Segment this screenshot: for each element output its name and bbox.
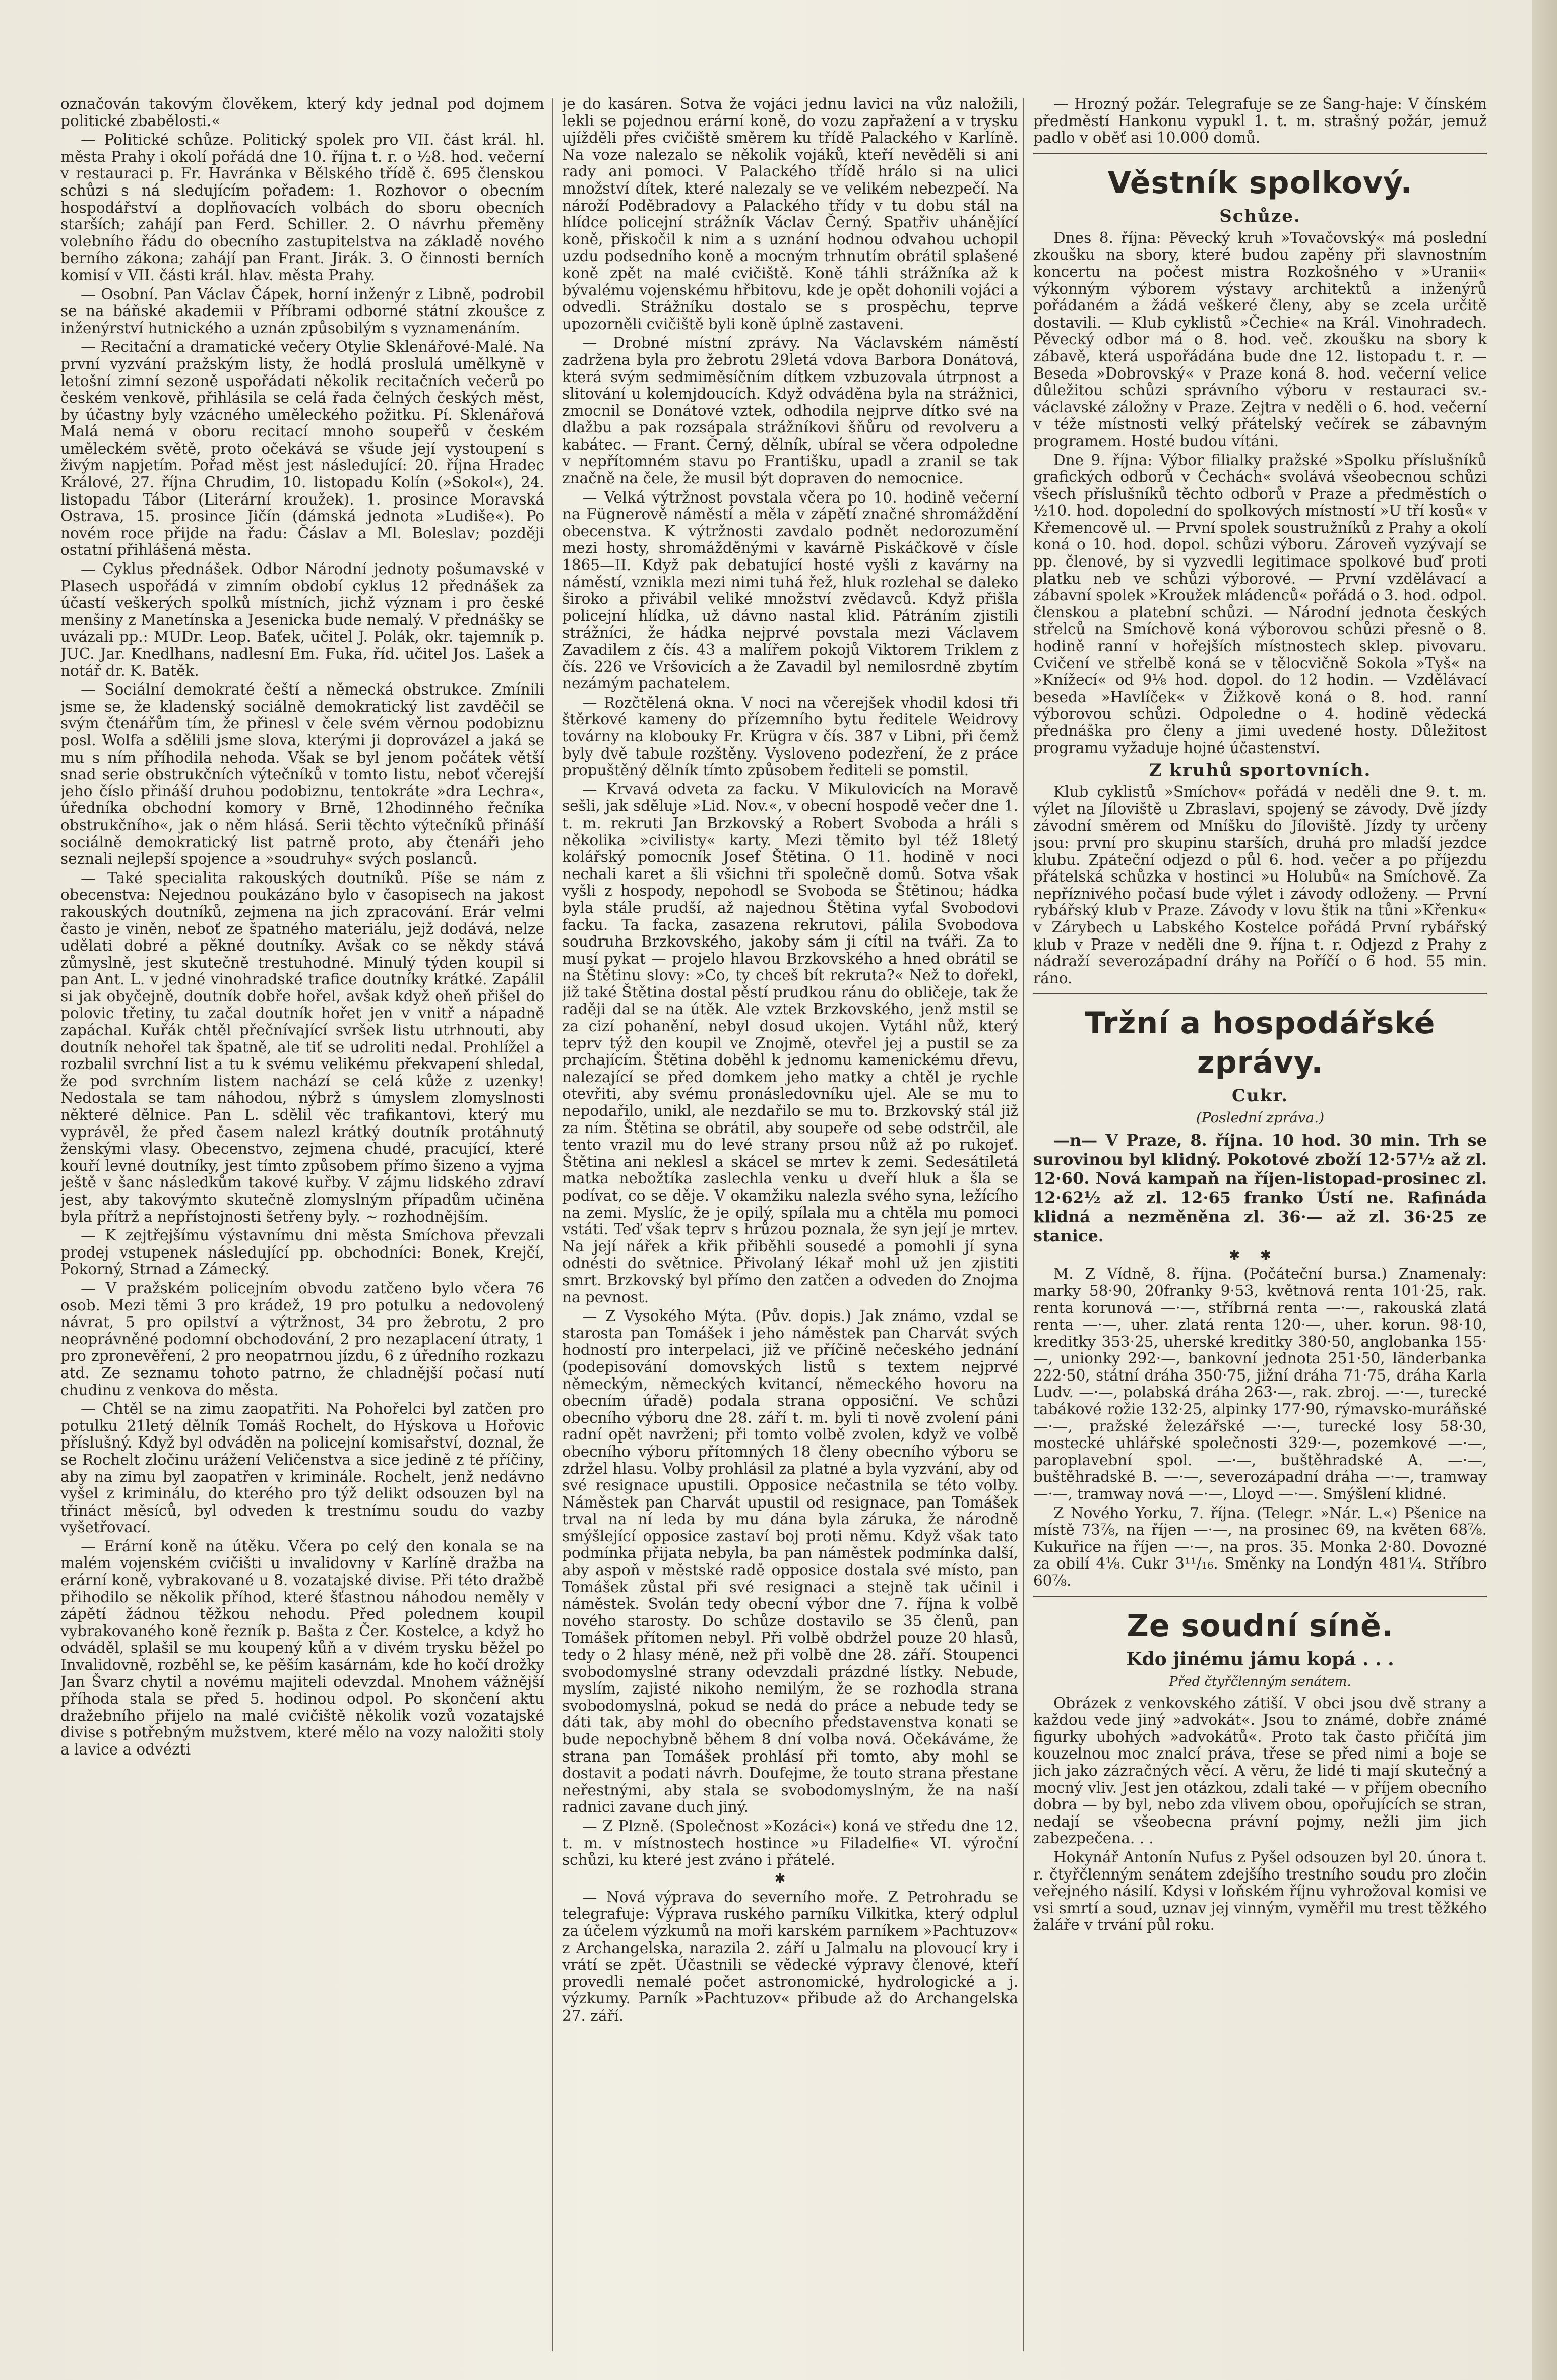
c1-paragraph-3: — Recitační a dramatické večery Otylie Sklenářové-Malé. Na první vyzvání pražským listy, že hodlá proslulá umělkyně v letošní zimní sezoně uspořádati několik recitačních večerů po českém venkově, přihlásila se celá řada čelných českých měst, by účastny byly vzácného uměleckého požitku. Pí. Sklenářová Malá nemá v oboru recitací mnoho soupeřů v českém uměleckém světě, proto očekává se všude její vystoupení s živým napjetím. Pořad měst jest následující: 20. října Hradec Králové, 27. října Chrudim, 10. listopadu Kolín (»Sokol«), 24. listopadu Tábor (Literární kroužek). 1. prosince Moravská Ostrava, 15. prosince Jičín (dámská jednota »Ludiše«). Po novém roce přijde na řadu: Čáslav a Ml. Boleslav; později ostatní přihlášená města.	[60, 338, 544, 559]
vestnik-paragraph-2: Dne 9. října: Výbor filialky pražské »Spolku příslušníků grafických odborů v Čechách« svolává všeobecnou schůzi všech příslušníků těchto odborů v Praze a předměstích o ½10. hod. dopolední do spolkových místností »U tří kosů« v Křemencově ul. — První spolek soustružníků z Prahy a okolí koná o 10. hod. dopol. schůzi výboru. Zároveň vyzývají se pp. členové, by si vyzvedli legitimace spolkové buď proti platku neb ve schůzi výborové. — První vzdělávací a zábavní spolek »Kroužek mládenců« pořádá o 3. hod. odpol. členskou a platební schůzi. — Národní jednota českých střelců na Smíchově koná výborovou schůzi přesně o 8. hodině ranní v hořejších místnostech sklep. pivovaru. Cvičení ve střelbě koná se v tělocvičně Sokola »Tyš« na »Knížecí« od 9⅛ hod. dopol. do 12 hodin. — Vzdělávací beseda »Havlíček« v Žižkově koná o 8. hod. ranní výborovou schůzi. Odpoledne o 4. hodině vědecká přednáška pro členy a jimi uvedené hosty. Důležitost programu vyžaduje hojné účastenství.	[1033, 451, 1487, 757]
section-rule	[1033, 153, 1487, 154]
soud-heading: Ze soudní síně.	[1127, 1608, 1394, 1644]
vestnik-paragraph-1: Dnes 8. října: Pěvecký kruh »Tovačovský« má poslední zkoušku na sbory, které budou zapěny při slavnostním koncertu na počest mistra Rozkošného v »Uranii« výkonným výborem výstavy architektů a inženýrů pořádaném a žádá veškeré členy, aby se zcela určitě dostavili. — Klub cyklistů »Čechie« na Král. Vinohradech. Pěvecký odbor má o 8. hod. več. zkoušku na sbory k zábavě, která uspořádána bude dne 12. listopadu t. r. — Beseda »Dobrovský« v Praze koná 8. hod. večerní velice důležitou schůzi správního výboru v restauraci sv.-václavské záložny v Praze. Zejtra v neděli o 6. hod. večerní v téže místnosti velký přátelský večírek se zábavným programem. Hosté budou vítáni.	[1033, 229, 1487, 450]
section-stars-divider: ✱	[774, 1871, 806, 1887]
newyork-report: Z Nového Yorku, 7. října. (Telegr. »Nár. L.«) Pšenice na místě 73⅞, na říjen —·—, na prosinec 69, na květen 68⅞. Kukuřice na říjen —·—, na pros. 35. Monka 2·80. Dovozné za obilí 4⅛. Cukr 3¹¹/₁₆. Směnky na Londýn 481¼. Stříbro 60⅞.	[1033, 1504, 1487, 1589]
c2-paragraph-2: — Velká výtržnost povstala včera po 10. hodině večerní na Fügnerově náměstí a měla v zápětí značné shromáždění obecenstva. K výtržnosti zavdalo podnět nedorozumění mezi hosty, shromážděnými v kavárně Piskáčkově v čísle 1865—II. Když pak debatující hosté vyšli z kavárny na náměstí, vznikla mezi nimi tuhá řež, hluk rozlehal se daleko široko a přivábil veliké množství zvědavců. Když přišla policejní hlídka, už dávno nastal klid. Pátráním zjistili strážníci, že hádka nejprvé povstala mezi Václavem Zavadilem z čís. 43 a malířem pokojů Viktorem Triklem z čís. 226 ve Vršovicích a že Zavadil byl nemilosrdně zbytím nezámým pachatelem.	[562, 488, 1018, 693]
viden-report: M. Z Vídně, 8. října. (Počáteční bursa.) Znamenaly: marky 58·90, 20franky 9·53, květnová renta 101·25, rak. renta korunová —·—, stříbrná renta —·—, rakouská zlatá renta —·—, uher. zlatá renta 120·—, uher. korun. 98·10, kreditky 353·25, uherské kreditky 380·50, anglobanka 155·—, unionky 292·—, bankovní jednota 251·50, länderbanka 222·50, státní dráha 350·75, jižní dráha 71·75, dráha Karla Ludv. —·—, polabská dráha 263·—, rak. zbroj. —·—, turecké tabákové rožie 132·25, alpinky 177·90, rýmavsko-muráňské —·—, pražské železářské —·—, turecké losy 58·30, mostecké uhlářské společnosti 329·—, pozemkové —·—, paroplavební spol. —·—, buštěhradské A. —·—, buštěhradské B. —·—, severozápadní dráha —·—, tramway —·—, tramway nová —·—, Lloyd —·—. Smýšlení klidné.	[1033, 1265, 1487, 1503]
column-2	[562, 96, 1018, 2354]
column-rule-1	[552, 98, 553, 2351]
c2-paragraph-3: — Rozčtělená okna. V noci na včerejšek vhodil kdosi tři štěrkové kameny do přízemního bytu ředitele Weidrovy továrny na klobouky Fr. Krügra v čís. 387 v Libni, při čemž byly dvě tabule rozštěny. Vysloveno podezření, že z práce propuštěný dělník tímto způsobem řediteli se pomstil.	[562, 694, 1018, 779]
c1-paragraph-4: — Cyklus přednášek. Odbor Národní jednoty pošumavské v Plasech uspořádá v zimním období cyklus 12 přednášek za účastí veškerých spolků místních, jichž význam i pro české menšiny z Manetínska a Jesenicka bude nemalý. V přednášky se uvázali pp.: MUDr. Leop. Baťek, učitel J. Polák, okr. tajemník p. JUC. Jar. Knedlhans, nadlesní Em. Fuka, říd. učitel Jos. Lašek a notář dr. K. Batěk.	[60, 560, 544, 679]
soud-byline: Před čtyřčlenným senátem.	[1169, 1674, 1351, 1689]
cukr-subheading: (Poslední zpráva.)	[1196, 1109, 1325, 1126]
c2-paragraph-0: je do kasáren. Sotva že vojáci jednu lavici na vůz naložili, lekli se pojednou erární koně, do vozu zapřažení a v trysku ujížděli přes cvičiště směrem ku třídě Palackého v Karlíně. Na voze nalezalo se několik vojáků, kteří nevěděli si ani rady ani pomoci. V Palackého třídě hrálo si na ulici množství dítek, které nalezaly se ve velikém nebezpečí. Na nároží Poděbradovy a Palackého třídy v tu dobu stál na hlídce policejní strážník Václav Černý. Spatřiv uhánějící koně, přiskočil k nim a s uznání hodnou odvahou uchopil uzdu podsedního koně a mocným trhnutím obrátil splašené koně zpět na malé cvičiště. Koně táhli strážníka až k bývalému vojenskému hřbitovu, kde je opět dohonili vojáci a odvedli. Strážníku dostalo se s prospěchu, teprve upozorněli cvičiště byli koně úplně zastaveni.	[562, 96, 1018, 333]
c1-paragraph-7: — K zejtřejšímu výstavnímu dni města Smíchova převzali prodej vstupenek následující pp. obchodníci: Bonek, Krejčí, Pokorný, Strnad a Zámecký.	[60, 1227, 544, 1278]
trzni-heading: Tržní a hospodářské zprávy.	[1085, 1006, 1436, 1081]
sport-heading: Z kruhů sportovních.	[1149, 760, 1372, 781]
praha-report: —n— V Praze, 8. října. 10 hod. 30 min. Trh se surovinou byl klidný. Pokotové zboží 12·57½ až zl. 12·60. Nová kampaň na říjen-listopad-prosinec zl. 12·62½ až zl. 12·65 franko Ústí ne. Rafináda klidná a nezměněna zl. 36·— až zl. 36·25 ze stanice.	[1033, 1131, 1487, 1246]
sport-paragraph-1: Klub cyklistů »Smíchov« pořádá v neděli dne 9. t. m. výlet na Jíloviště u Zbraslavi, spojený se závody. Dvě jízdy závodní směrem od Mníšku do Jíloviště. Jízdy ty určeny jsou: první pro skupinu starších, druhá pro mladší jezdce klubu. Zpáteční odjezd o půl 6. hod. večer a po příjezdu přátelská schůzka v hostinci »u Holubů« na Smíchově. Za nepříznivého počasí bude výlet i závody odloženy. — První rybářský klub v Praze. Závody v lovu štik na tůni »Křenku« v Zárybech u Labského Kostelce pořádá První rybářský klub v Praze v neděli dne 9. října t. r. Odjezd z Prahy z nádraží severozápadní dráhy na Poříčí o 6 hod. 55 min. ráno.	[1033, 783, 1487, 987]
stars-divider: ✱✱	[1229, 1248, 1291, 1264]
c1-paragraph-8: — V pražském policejním obvodu zatčeno bylo včera 76 osob. Mezi těmi 3 pro krádež, 19 pro potulku a nedovolený návrat, 5 pro opilství a výtržnost, 34 pro žebrotu, 2 pro neoprávněné podomní obchodování, 2 pro nezaplacení útraty, 1 pro zpronevěření, 2 pro neopatrnou jízdu, 6 z úředního rozkazu atd. Ze seznamu tohoto patrno, že chladnější počasí nutí chudinu z venkova do města.	[60, 1279, 544, 1399]
c1-paragraph-9: — Chtěl se na zimu zaopatřiti. Na Pohořelci byl zatčen pro potulku 21letý dělník Tomáš Rochelt, do Hýskova u Hořovic příslušný. Když byl odváděn na policejní komisařství, doznal, že se Rochelt zločinu urážení Veličenstva a sice jedině z té příčiny, aby na zimu byl zaopatřen v kriminále. Rochelt, jenž nedávno vyšel z kriminálu, do kterého pro týž delikt odsouzen byl na třináct měsíců, byl odveden k trestnímu soudu do vazby vyšetřovací.	[60, 1400, 544, 1536]
vestnik-subheading: Schůze.	[1219, 206, 1301, 226]
c2-paragraph-6: — Z Plzně. (Společnost »Kozáci«) koná ve středu dne 12. t. m. v místnostech hostince »u Filadelfie« VI. výroční schůzi, ku které jest zváno i přátelé.	[562, 1817, 1018, 1869]
c1-paragraph-6: — Také specialita rakouských doutníků. Píše se nám z obecenstva: Nejednou poukázáno bylo v časopisech na jakost rakouských doutníků, zejmena na jich zpracování. Erár velmi často je viněn, neboť ze špatného materiálu, jejž dodává, nelze udělati dobré a pěkné doutníky. Avšak co se někdy stává zůmyslně, jest skutečně trestuhodné. Minulý týden koupil si pan Ant. L. v jedné vinohradské trafice doutníky krátké. Zapálil si jak obyčejně, doutník dobře hořel, avšak když oheň přišel do polovic třetiny, tu začal doutník hořet jen v vnitř a nápadně zapáchal. Kuřák chtěl přečnívající svršek listu utrhnouti, aby doutník nehořel tak špatně, ale tiť se udroliti nedal. Prohlížel a rozbalil svrchní list a tu k svému velikému překvapení shledal, že pod svrchním listem nachází se celá kůže z uzenky! Nedostala se tam náhodou, nýbrž s úmyslem zlomyslnosti některé dělnice. Pan L. sdělil věc trafikantovi, který mu vyprávěl, že před časem nalezl krátký doutník protáhnutý ženskými vlasy. Obecenstvo, zejmena chudé, pracující, které kouří levné doutníky, jest tímto způsobem přímo šizeno a vyjma ještě v šanc následkům takové kuřby. V zájmu lidského zdraví jest, aby takovýmto skutečně zlomyslným případům učiněna byla přítrž a nepřístojnosti šetřeny byly. ~ rozhodnějším.	[60, 869, 544, 1225]
c1-paragraph-1: — Politické schůze. Politický spolek pro VII. část král. hl. města Prahy i okolí pořádá dne 10. října t. r. o ½8. hod. večerní v restauraci p. Fr. Havránka v Bělského třídě č. 695 členskou schůzi s ná sledujícím pořadem: 1. Rozhovor o obecním hospodářství a doplňovacích volbách do sboru obecních starších; zahájí pan Ferd. Schiller. 2. O návrhu přeměny volebního řádu do obecního zastupitelstva na základě nového berního zákona; zahájí pan Frant. Jirák. 3. O činnosti berních komisí v VII. části král. hlav. města Prahy.	[60, 131, 544, 284]
cukr-heading: Cukr.	[1232, 1086, 1288, 1106]
section-rule-2	[1033, 993, 1487, 994]
c1-paragraph-0: označován takovým člověkem, který kdy jednal pod dojmem politické zbabělosti.«	[60, 96, 544, 130]
soud-paragraph-2: Hokynář Antonín Nufus z Pyšel odsouzen byl 20. února t. r. čtyřčlenným senátem zdejšího trestního soudu pro zločin veřejného násilí. Kdysi v loňském říjnu vyhrožoval komisi ve vsi smrtí a soud, uznav jej vinným, vyměřil mu trest těžkého žaláře v trvání půl roku.	[1033, 1848, 1487, 1934]
soud-headline: Kdo jinému jámu kopá . . .	[1126, 1648, 1394, 1670]
column-rule-2	[1023, 98, 1024, 2351]
c2-paragraph-1: — Drobné místní zprávy. Na Václavském náměstí zadržena byla pro žebrotu 29letá vdova Barbora Donátová, která svým sedmiměsíčním dítkem vzbuzovala útrpnost a slitování u kolemjdoucích. Když odváděna byla na strážnici, zmocnil se Donátové vztek, odhodila nejprve dítko své na dlažbu a pak rozsápala strážníkovi šňůru od revolveru a kabátec. — Frant. Černý, dělník, ubíral se včera odpoledne v nepřítomném stavu po Františku, upadl a zranil se tak značně na čele, že musil být dopraven do nemocnice.	[562, 334, 1018, 487]
c2-paragraph-4: — Krvavá odveta za facku. V Mikulovicích na Moravě sešli, jak sděluje »Lid. Nov.«, v obecní hospodě večer dne 1. t. m. rekruti Jan Brzkovský a Robert Svoboda a hráli s několika »civilisty« karty. Mezi těmito byl též 18letý kolářský pomocník Josef Štětina. O 11. hodině v noci nechali karet a šli všichni tři společně domů. Sotva však vyšli z hospody, nepohodl se Svoboda se Štětinou; hádka byla stále prudší, až najednou Štětina vyťal Svobodovi facku. Ta facka, zasazena rekrutovi, pálila Svobodova soudruha Brzkovského, jakoby sám ji cítil na tváři. Za to musí pykat — projelo hlavou Brzkovského a hned obrátil se na Štětinu slovy: »Co, ty chceš bít rekruta?« Než to dořekl, již také Štětina dostal pěstí prudkou ránu do obličeje, tak že raději dal se na útěk. Ale vztek Brzkovského, jenž mstil se za cizí pohanění, nebyl dosud ukojen. Vytáhl nůž, který teprv týž den koupil ve Znojmě, otevřel jej a pustil se za prchajícím. Štětina doběhl k jednomu kamenickému dřevu, nalezající se před domkem jeho matky a chtěl je rychle otevřiti, aby svému pronásledovníku ujel. Ale se mu to nepodařilo, unikl, ale nezdařilo se mu to. Brzkovský stál již za ním. Štětina se obrátil, aby soupeře od sebe odstrčil, ale tento vrazil mu do levé strany prsou nůž až po rukojeť. Štětina ani neklesl a skácel se mrtev k zemi. Sedesátiletá matka nebožtíka zaslechla venku u dveří hluk a šla se podívat, co se děje. V okamžiku nalezla svého syna, ležícího na zemi. Myslíc, že je opilý, spílala mu a chtěla mu pomoci vstáti. Teď však teprv s hrůzou poznala, že syn její je mrtev. Na její nářek a křik přiběhli sousedé a pomohli jí syna odnésti do světnice. Přivolaný lékař mohl už jen zjistiti smrt. Brzkovský byl přímo den zatčen a odveden do Znojma na pevnost.	[562, 780, 1018, 1306]
c1-paragraph-10: — Erární koně na útěku. Včera po celý den konala se na malém vojenském cvičišti u invalidovny v Karlíně dražba na erární koně, vybrakované u 8. vozatajské divise. Při této dražbě přihodilo se několik příhod, které šťastnou náhodou neměly v zápětí žádnou těžkou nehodu. Před polednem koupil vybrakovaného koně řezník p. Bašta z Čer. Kostelce, a když ho odváděl, splašil se mu koupený kůň a v divém trysku běžel po Invalidovně, rozběhl se, ke pěším kasárnám, kde ho kočí drožky Jan Švarz chytil a novému majiteli odevzdal. Mnohem vážnější příhoda stala se před 5. hodinou odpol. Po skončení aktu dražebního přijelo na malé cvičiště několik vozů vozatajské divise s potřebným mužstvem, které mělo na vozy naložiti stoly a lavice a odvézti	[60, 1537, 544, 1758]
c3-top-paragraph: — Hrozný požár. Telegrafuje se ze Šang-haje: V čínském předměstí Hankonu vypukl 1. t. m. strašný požár, jemuž padlo v oběť asi 10.000 domů.	[1033, 96, 1487, 147]
c2-paragraph-5: — Z Vysokého Mýta. (Pův. dopis.) Jak známo, vzdal se starosta pan Tomášek i jeho náměstek pan Charvát svých hodností pro interpelaci, již ve příčině nečeského jednání (podepisování domovských listů s textem nejprvé německým, německých kvitancí, německého hovoru na obecním úřadě) podala strana opposiční. Ve schůzi obecního výboru dne 28. září t. m. byli ti nově zvolení páni radní opět navrženi; při tomto volbě zvolen, když ve volbě obecního výboru přítomných 18 členy obecního výboru se zdržel hlasu. Volby prohlásil za platné a byla vyzvání, aby od své resignace upustili. Opposice nečastnila se této volby. Náměstek pan Charvát upustil od resignace, pan Tomášek trval na ní leda by mu dána byla záruka, že národně smýšlející opposice zastaví boj proti němu. Když však tato podmínka přijata nebyla, ba pan náměstek podmínka další, aby aspoň v městské radě opposice dostala své místo, pan Tomášek zůstal při své resignaci a stejně tak učinil i náměstek. Svolán tedy obecní výbor dne 7. října k volbě nového starosty. Do schůze dostavilo se 35 členů, pan Tomášek přítomen nebyl. Při volbě obdržel pouze 20 hlasů, tedy o 2 hlasy méně, než při volbě dne 28. září. Stoupenci svobodomyslné strany odevzdali prázdné lístky. Nebude, myslím, zajisté nikoho nemilým, že se rozhodla strana svobodomyslná, pokud se nedá do práce a nebude tedy se dáti tak, aby mohl do obecního představenstva konati se bude nepochybně během 8 dní volba nová. Očekáváme, že strana pan Tomášek prohlásí při tomto, aby mohl se dostavit a podati návrh. Doufejme, že touto strana přestane neřestnými, aby stala se svobodomyslným, že na naší radnici zavane duch jiný.	[562, 1307, 1018, 1816]
column-3	[1033, 96, 1487, 2354]
c1-paragraph-5: — Sociální demokraté čeští a německá obstrukce. Zmínili jsme se, že kladenský sociálně demokratický list zavděčil se svým čtenářům tím, že přinesl v čele svém věrnou podobiznu posl. Wolfa a sdělili jsme slova, kterými ji doprovázel a jaká se mu s ním příhodila nehoda. Však se byl jenom počátek větší snad serie obstrukčních výtečníků v tomto listu, neboť včerejší jeho číslo přináší druhou podobiznu, tentokráte »dra Lechra«, úředníka obchodní komory v Brně, 12hodinného řečníka obstrukčního«, jak o něm hlásá. Serii těchto výtečníků přináší sociálně demokratický list patrně proto, aby čtenáři jeho seznali nejlepší spojence a »soudruhy« svých poslanců.	[60, 681, 544, 868]
column-1	[60, 96, 544, 2354]
section-rule-3	[1033, 1596, 1487, 1597]
vestnik-heading: Věstník spolkový.	[1107, 165, 1413, 201]
soud-paragraph-1: Obrázek z venkovského zátiší. V obci jsou dvě strany a každou vede jiný »advokát«. Jsou to známé, dobře známé figurky ubohých »advokátů«. Proto tak často přičítá jim kouzelnou moc znalcí práva, třese se před nimi a boje se jich jako zázračných věcí. A věru, že lidé ti mají skutečný a mocný vliv. Jest jen otázkou, zdali také — v příjem obecního dobra — by byl, nebo zda vlivem obou, opořujících se stran, nedají se všeobecna právní pojmy, nežli jim jich zabezpečena. . .	[1033, 1694, 1487, 1847]
page-edge	[1532, 0, 1557, 2380]
c2-paragraph-7: — Nová výprava do severního moře. Z Petrohradu se telegrafuje: Výprava ruského parníku Vilkitka, který odplul za účelem výzkumů na moři karském parníkem »Pachtuzov« z Archangelska, narazila 2. září u Jalmalu na plovoucí kry i vrátí se zpět. Účastnili se vědecké výpravy členové, kteří provedli nemalé počet astronomické, hydrologické a j. výzkumy. Parník »Pachtuzov« přibude až do Archangelska 27. září.	[562, 1888, 1018, 2024]
c1-paragraph-2: — Osobní. Pan Václav Čápek, horní inženýr z Libně, podrobil se na báňské akademii v Příbrami odborné státní zkoušce z inženýrství hutnického a uznán způsobilým s vyznamenáním.	[60, 285, 544, 337]
